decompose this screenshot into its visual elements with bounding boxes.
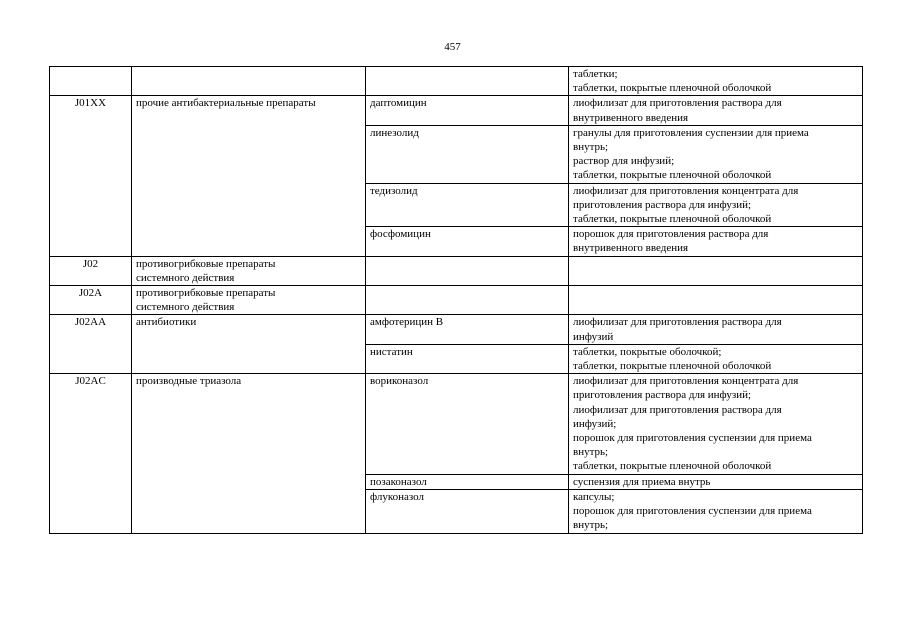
dosage-form-line: приготовления раствора для инфузий; <box>573 198 752 211</box>
drug-name: нистатин <box>366 344 569 373</box>
atc-code: J02AC <box>50 374 132 533</box>
dosage-form-line: таблетки, покрытые пленочной оболочкой <box>573 169 772 182</box>
drug-name: вориконазол <box>366 374 569 474</box>
dosage-forms <box>569 374 863 474</box>
dosage-form-line: гранулы для приготовления суспензии для приема <box>573 126 809 139</box>
dosage-form-line: инфузий; <box>573 417 617 430</box>
group-name-line: противогрибковые препараты <box>136 257 276 270</box>
table-row <box>50 96 863 125</box>
group-name <box>132 67 366 96</box>
dosage-forms <box>569 315 863 344</box>
group-name <box>132 374 366 533</box>
dosage-form-line: лиофилизат для приготовления раствора для <box>573 316 782 329</box>
drug-table <box>49 66 863 534</box>
dosage-form-line: таблетки, покрытые оболочкой; <box>573 345 722 358</box>
drug-name <box>366 286 569 315</box>
dosage-form-line: таблетки, покрытые пленочной оболочкой <box>573 360 772 373</box>
drug-name: тедизолид <box>366 183 569 227</box>
dosage-form-line: порошок для приготовления суспензии для приема <box>573 505 812 518</box>
dosage-forms <box>569 286 863 315</box>
dosage-forms <box>569 489 863 533</box>
dosage-form-line: внутривенного введения <box>573 242 689 255</box>
atc-code <box>50 67 132 96</box>
drug-name: амфотерицин B <box>366 315 569 344</box>
group-name <box>132 286 366 315</box>
dosage-form-line: порошок для приготовления суспензии для приема <box>573 432 812 445</box>
group-name <box>132 315 366 374</box>
dosage-forms <box>569 96 863 125</box>
dosage-forms <box>569 67 863 96</box>
group-name-line: системного действия <box>136 271 235 284</box>
table-row <box>50 256 863 285</box>
table-row <box>50 286 863 315</box>
drug-name: позаконазол <box>366 474 569 489</box>
group-name-line: противогрибковые препараты <box>136 287 276 300</box>
atc-code: J02A <box>50 286 132 315</box>
dosage-form-line: внутрь; <box>573 141 609 154</box>
page-number: 457 <box>444 41 461 53</box>
table-row <box>50 315 863 344</box>
table-row <box>50 67 863 96</box>
dosage-form-line: раствор для инфузий; <box>573 155 675 168</box>
dosage-form-line: суспензия для приема внутрь <box>573 475 711 488</box>
drug-name: флуконазол <box>366 489 569 533</box>
group-name-line: производные триазола <box>136 375 242 388</box>
drug-name: фосфомицин <box>366 227 569 256</box>
dosage-form-line: порошок для приготовления раствора для <box>573 228 769 241</box>
group-name-line: антибиотики <box>136 316 197 329</box>
dosage-form-line: внутривенного введения <box>573 111 689 124</box>
dosage-forms <box>569 256 863 285</box>
dosage-forms <box>569 183 863 227</box>
group-name <box>132 96 366 256</box>
dosage-form-line: лиофилизат для приготовления раствора для <box>573 97 782 110</box>
group-name <box>132 256 366 285</box>
dosage-forms <box>569 125 863 183</box>
dosage-form-line: инфузий <box>573 330 614 343</box>
dosage-form-line: внутрь; <box>573 446 609 459</box>
atc-code: J01XX <box>50 96 132 256</box>
dosage-form-line: внутрь; <box>573 519 609 532</box>
group-name-line: системного действия <box>136 301 235 314</box>
dosage-form-line: таблетки, покрытые пленочной оболочкой <box>573 213 772 226</box>
atc-code: J02AA <box>50 315 132 374</box>
drug-name: линезолид <box>366 125 569 183</box>
drug-name <box>366 256 569 285</box>
drug-name <box>366 67 569 96</box>
dosage-form-line: таблетки; <box>573 68 618 80</box>
group-name-line: прочие антибактериальные препараты <box>136 97 316 110</box>
drug-name: даптомицин <box>366 96 569 125</box>
dosage-form-line: лиофилизат для приготовления концентрата для <box>573 184 799 197</box>
dosage-form-line: лиофилизат для приготовления раствора для <box>573 403 782 416</box>
dosage-form-line: капсулы; <box>573 490 615 503</box>
dosage-forms <box>569 344 863 373</box>
dosage-form-line: таблетки, покрытые пленочной оболочкой <box>573 460 772 473</box>
dosage-forms <box>569 227 863 256</box>
table-row <box>50 374 863 474</box>
dosage-form-line: таблетки, покрытые пленочной оболочкой <box>573 82 772 95</box>
dosage-forms <box>569 474 863 489</box>
dosage-form-line: приготовления раствора для инфузий; <box>573 389 752 402</box>
dosage-form-line: лиофилизат для приготовления концентрата для <box>573 375 799 388</box>
atc-code: J02 <box>50 256 132 285</box>
